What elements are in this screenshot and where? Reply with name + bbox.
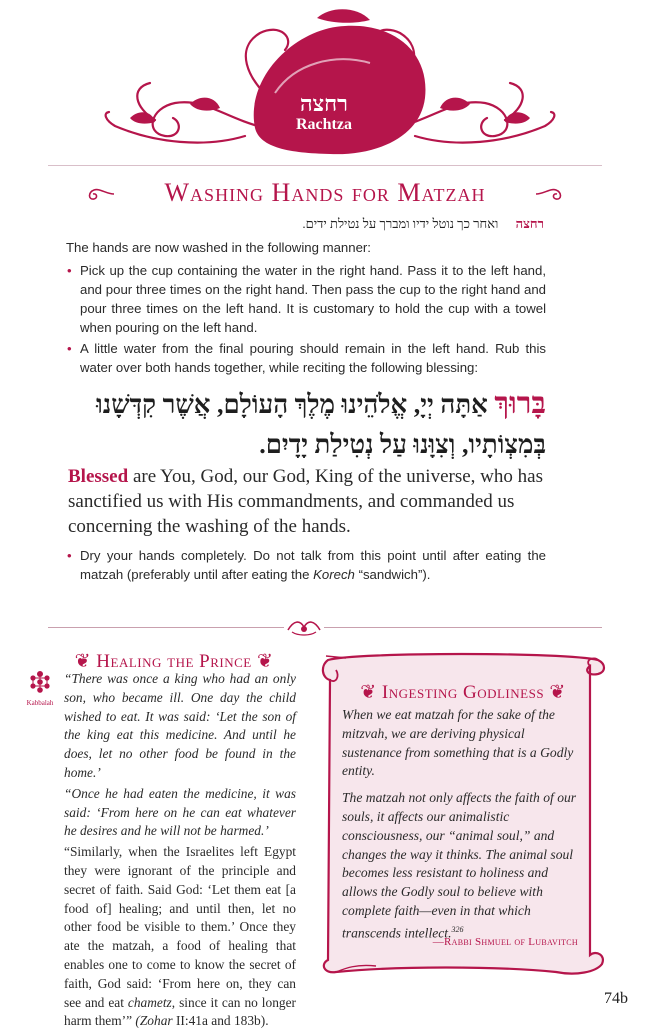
right-para-1: When we eat matzah for the sake of the mitzvah, we are deriving physical sustenance from something that is a Godly entity.	[342, 707, 574, 779]
blessing-line-2: בְּמִצְוֹתָיו, וְצִוָּנוּ עַל נְטִילַת יָדָיִם.	[259, 430, 546, 459]
translation-text: are You, God, our God, King of the universe, who has sanctified us with His commandments, and commanded us concerning the washing of the hands.	[68, 466, 543, 537]
instruction-list	[66, 261, 546, 379]
right-column-heading	[334, 681, 592, 704]
middle-ornament-icon	[284, 616, 324, 638]
left-para-3-end: II:41a and 183b).	[172, 1013, 269, 1029]
hebrew-instruction-text: ואחר כך נוטל ידיו ומברך על נטילת ידים.	[302, 216, 499, 231]
right-column-text	[342, 706, 578, 951]
hebrew-instruction-label: רחצה	[515, 216, 544, 231]
dry-note-end: “sandwich”).	[354, 567, 431, 582]
left-para-3-italic: chametz	[127, 994, 172, 1010]
right-para-2-text: The matzah not only affects the faith of our souls, it affects our animalistic consciousness, our “animal soul,” and changes the way it thinks. The animal soul becomes less resistant to holiness and allows the Godly soul to believe with complete faith—even in that which transcends intellect.	[342, 790, 577, 941]
left-column-title: Healing the Prince	[96, 651, 252, 672]
middle-divider-left	[48, 627, 284, 628]
latin-section-name: Rachtza	[296, 116, 352, 133]
flourish-right-icon	[534, 184, 570, 204]
left-para-2: “Once he had eaten the medicine, it was said: ‘From here on he can eat whatever he desires and he will not be harmed.’	[64, 785, 296, 839]
hebrew-section-name: רחצה	[299, 91, 348, 116]
ornament-title	[254, 92, 394, 134]
right-heading-flourish-icon: ❦	[549, 682, 566, 703]
left-para-3-source: (Zohar	[135, 1013, 173, 1029]
kabbalah-icon	[27, 670, 53, 696]
middle-divider-right	[324, 627, 602, 628]
blessing-translation	[68, 464, 546, 539]
blessing-line-1-rest: אַתָּה יְיָ, אֱלֹהֵינוּ מֶלֶךְ הָעוֹלָם, אֲשֶׁר קִדְּשָׁנוּ	[96, 390, 495, 419]
header-ornament	[95, 8, 565, 158]
right-para-2	[342, 789, 578, 943]
translation-first-word: Blessed	[68, 466, 129, 487]
instruction-item: • Pick up the cup containing the water in the right hand. Pass it to the left hand, and pour three times on the right hand. Then pass the cup to the right hand and pour three times on the left hand. It is customary to hold the cup with a towel when pouring on the left hand.	[66, 261, 546, 337]
footnote-marker: 326	[451, 924, 464, 934]
left-heading-flourish-icon: ❦	[256, 651, 274, 672]
dry-note-italic: Korech	[313, 567, 355, 582]
attribution: —Rabbi Shmuel of Lubavitch	[432, 936, 578, 948]
blessing-line-1	[68, 384, 546, 425]
flourish-left-icon	[80, 184, 116, 204]
hebrew-blessing	[68, 384, 546, 465]
top-divider	[48, 165, 602, 166]
left-heading-flourish-icon: ❦	[74, 651, 92, 672]
instruction-item	[66, 546, 546, 584]
blessing-first-word: בָּרוּךְ	[494, 387, 546, 420]
left-para-3-mid: , since it can no longer harm them’”	[64, 994, 296, 1029]
instructions-intro: The hands are now washed in the following manner:	[66, 240, 371, 255]
hebrew-instruction	[302, 216, 544, 232]
right-heading-flourish-icon: ❦	[360, 682, 377, 703]
right-column-title: Ingesting Godliness	[381, 682, 545, 703]
dry-hands-note	[66, 546, 546, 586]
section-heading	[80, 176, 570, 210]
left-para-3	[64, 843, 296, 1031]
instruction-item: • A little water from the final pouring should remain in the left hand. Rub this water over both hands together, while reciting the following blessing:	[66, 339, 546, 377]
left-column-text	[64, 670, 296, 1033]
left-para-1: “There was once a king who had an only son, who became ill. One day the child wished to eat. It was said: ‘Let the son of the king eat this medicine. And until he does, let no other food be found in the home.’	[64, 671, 296, 780]
kabbalah-badge	[22, 670, 58, 710]
kabbalah-label: Kabbalah	[26, 699, 54, 707]
page-number: 74b	[604, 990, 628, 1007]
dry-note-text: Dry your hands completely. Do not talk from this point until after eating the matzah (preferably until after eating the	[80, 548, 546, 582]
section-title: Washing Hands for Matzah	[164, 178, 486, 207]
left-para-3-text: “Similarly, when the Israelites left Egypt they were ignorant of the principle and secret of faith. Said God: ‘Let them eat [a food of] healing; and until then, let no other food be visible to them.’ Once they ate the matzah, a food of healing that enables one to come to know the secret of faith, God said: ‘From here on, they can see and eat	[64, 844, 296, 1010]
